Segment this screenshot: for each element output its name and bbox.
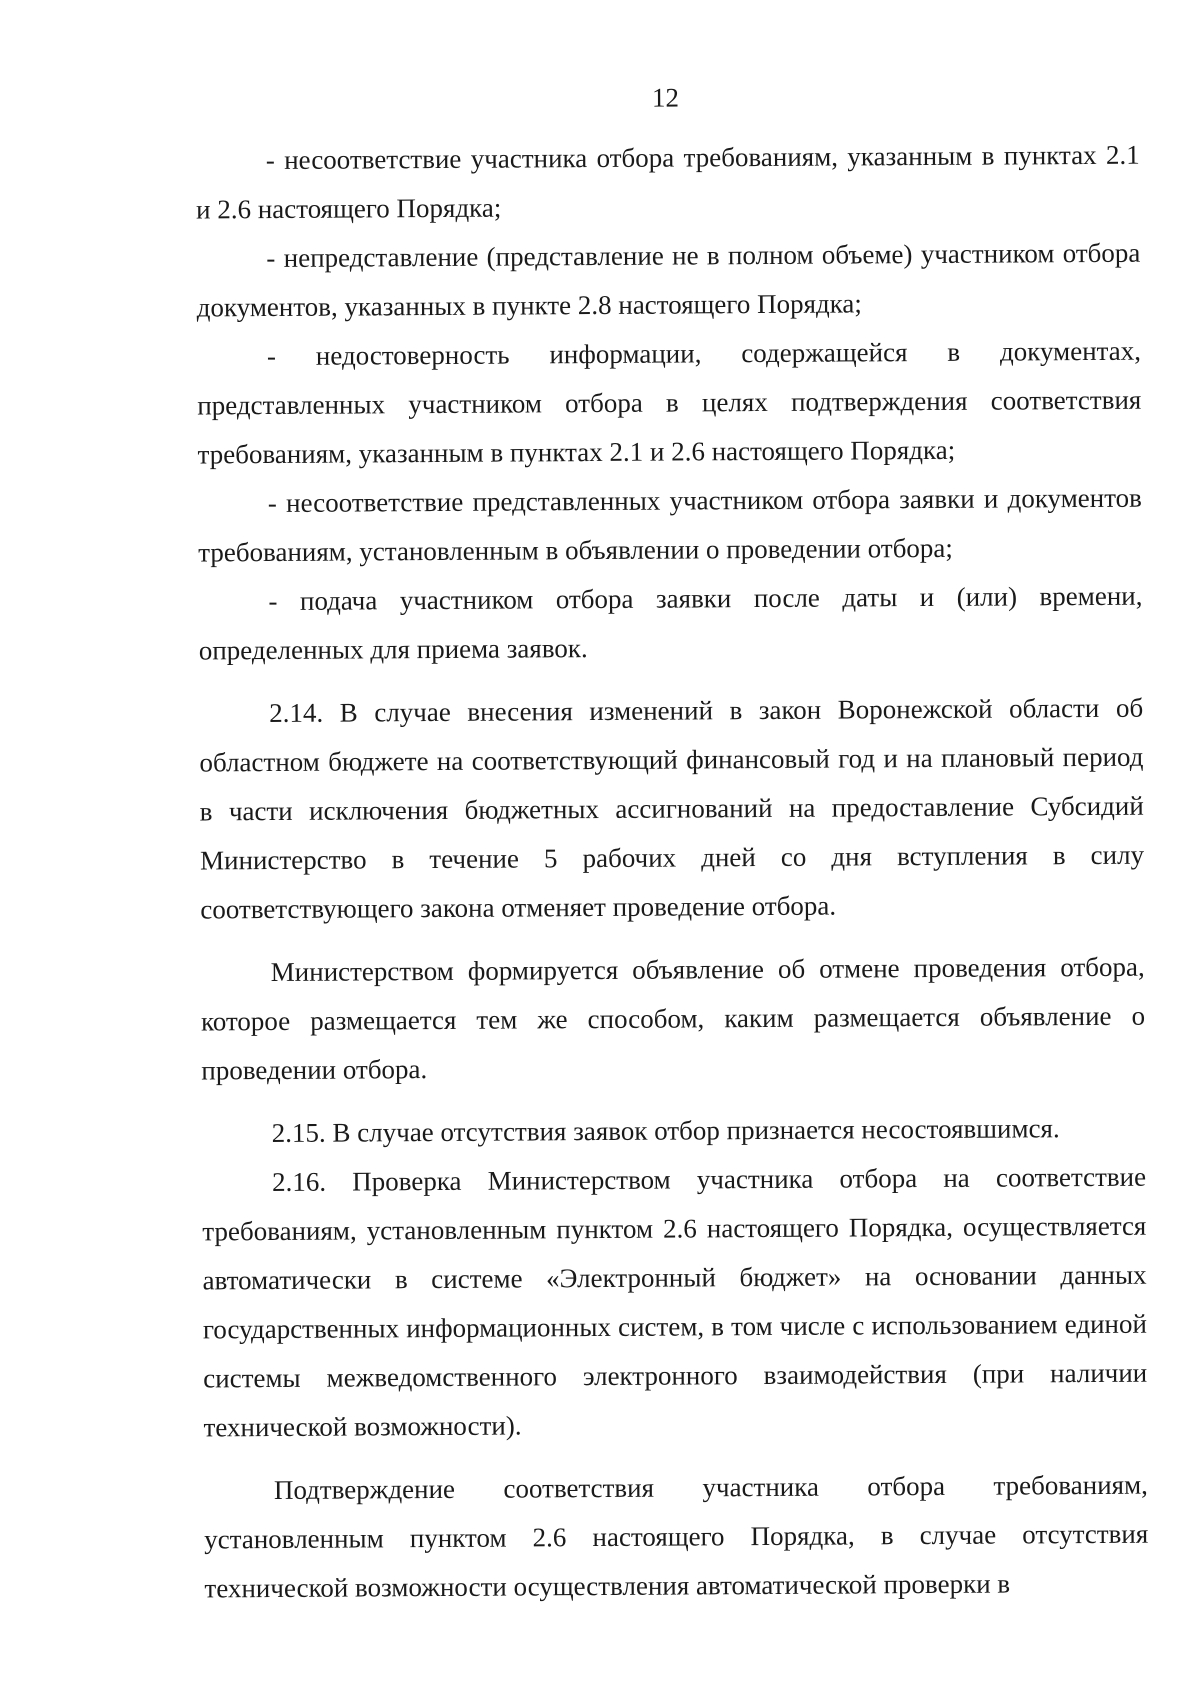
- paragraph-list-item-3: - недостоверность информации, содержащейся в документах, представленных участником отбора в целях подтверждения соответствия требованиям, указанным в пунктах 2.1 и 2.6 настоящего Порядка;: [197, 335, 1142, 470]
- paragraph-clause-2-14: 2.14. В случае внесения изменений в закон Воронежской области об областном бюджете на соответствующий финансовый год и на плановый период в части исключения бюджетных ассигнований на предоставление Субсидий Министерство в течение 5 рабочих дней со дня вступления в силу соответствующего закона отменяет проведение отбора.: [199, 692, 1145, 925]
- paragraph-list-item-1: - несоответствие участника отбора требованиям, указанным в пунктах 2.1 и 2.6 настоящего Порядка;: [195, 139, 1140, 225]
- paragraph-clause-2-16: 2.16. Проверка Министерством участника отбора на соответствие требованиям, установленным пунктом 2.6 настоящего Порядка, осуществляется автоматически в системе «Электронный бюджет» на основании данных государственных информационных систем, в том числе с использованием единой системы межведомственного электронного взаимодействия (при наличии технической возможности).: [202, 1161, 1148, 1443]
- paragraph-cancellation-notice: Министерством формируется объявление об отмене проведения отбора, которое размещается тем же способом, каким размещается объявление о проведении отбора.: [200, 951, 1146, 1086]
- paragraph-clause-2-15: 2.15. В случае отсутствия заявок отбор признается несостоявшимся.: [271, 1113, 1060, 1149]
- document-body: [196, 131, 1149, 1614]
- page-number: 12: [651, 82, 679, 113]
- paragraph-list-item-2: - непредставление (представление не в полном объеме) участником отбора документов, указанных в пункте 2.8 настоящего Порядка;: [196, 237, 1141, 323]
- paragraph-list-item-4: - несоответствие представленных участником отбора заявки и документов требованиям, установленным в объявлении о проведении отбора;: [198, 482, 1142, 568]
- paragraph-list-item-5: - подача участником отбора заявки после даты и (или) времени, определенных для приема заявок.: [198, 580, 1143, 666]
- paragraph-confirmation: Подтверждение соответствия участника отбора требованиям, установленным пунктом 2.6 настоящего Порядка, в случае отсутствия технической возможности осуществления автоматической проверки в: [204, 1469, 1149, 1604]
